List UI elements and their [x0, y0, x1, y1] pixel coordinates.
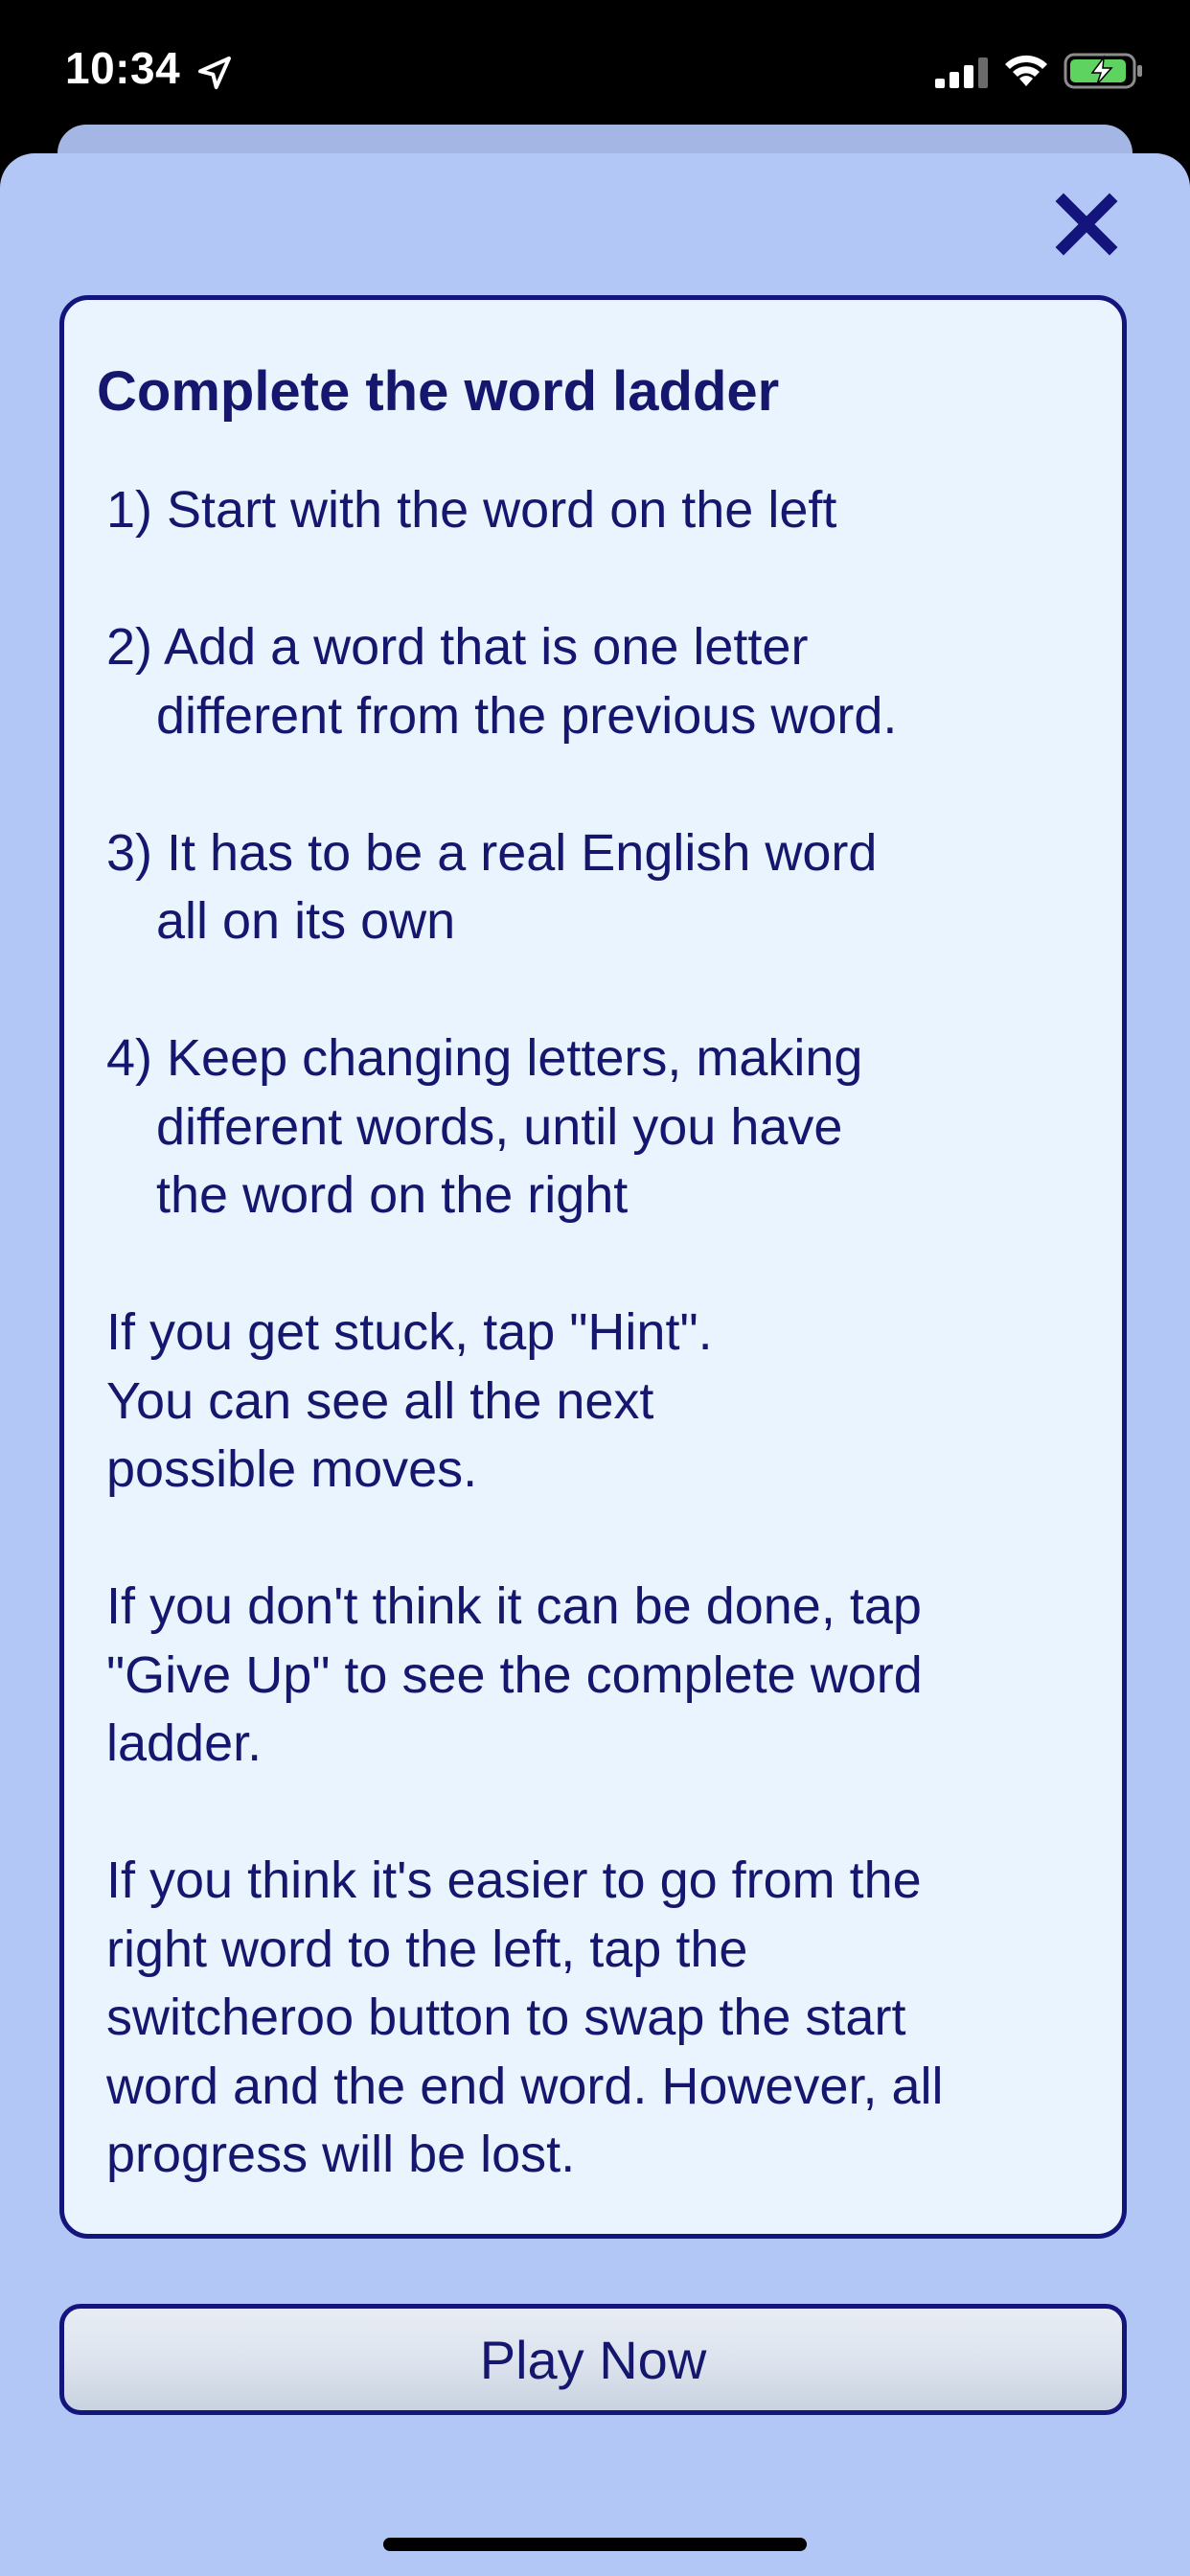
close-icon[interactable]: [1050, 188, 1123, 261]
instruction-step: 3) It has to be a real English word all on its own: [106, 823, 878, 950]
instructions-body: [106, 476, 1084, 2190]
status-time: 10:34: [65, 43, 181, 93]
cellular-signal-icon: [935, 58, 989, 88]
instruction-step: 2) Add a word that is one letter different from the previous word.: [106, 618, 898, 745]
instructions-title: Complete the word ladder: [97, 360, 780, 423]
wifi-icon: [1002, 52, 1050, 88]
status-bar: [0, 0, 1190, 144]
hint-paragraph: If you get stuck, tap "Hint". You can see all the next possible moves.: [106, 1303, 713, 1498]
instruction-step: 4) Keep changing letters, making different words, until you have the word on the right: [106, 1029, 863, 1224]
give-up-paragraph: If you don't think it can be done, tap "Give Up" to see the complete word ladder.: [106, 1577, 923, 1772]
switcheroo-paragraph: If you think it's easier to go from the right word to the left, tap the switcheroo button to swap the start word and the end word. However, all progress will be lost.: [106, 1852, 944, 2183]
play-now-label: Play Now: [479, 2329, 707, 2390]
instructions-card: [59, 295, 1127, 2239]
instruction-step: 1) Start with the word on the left: [106, 481, 837, 539]
location-arrow-icon: [195, 54, 234, 92]
battery-charging-icon: [1064, 52, 1144, 90]
home-indicator[interactable]: [383, 2538, 807, 2551]
play-now-button[interactable]: [59, 2304, 1127, 2415]
